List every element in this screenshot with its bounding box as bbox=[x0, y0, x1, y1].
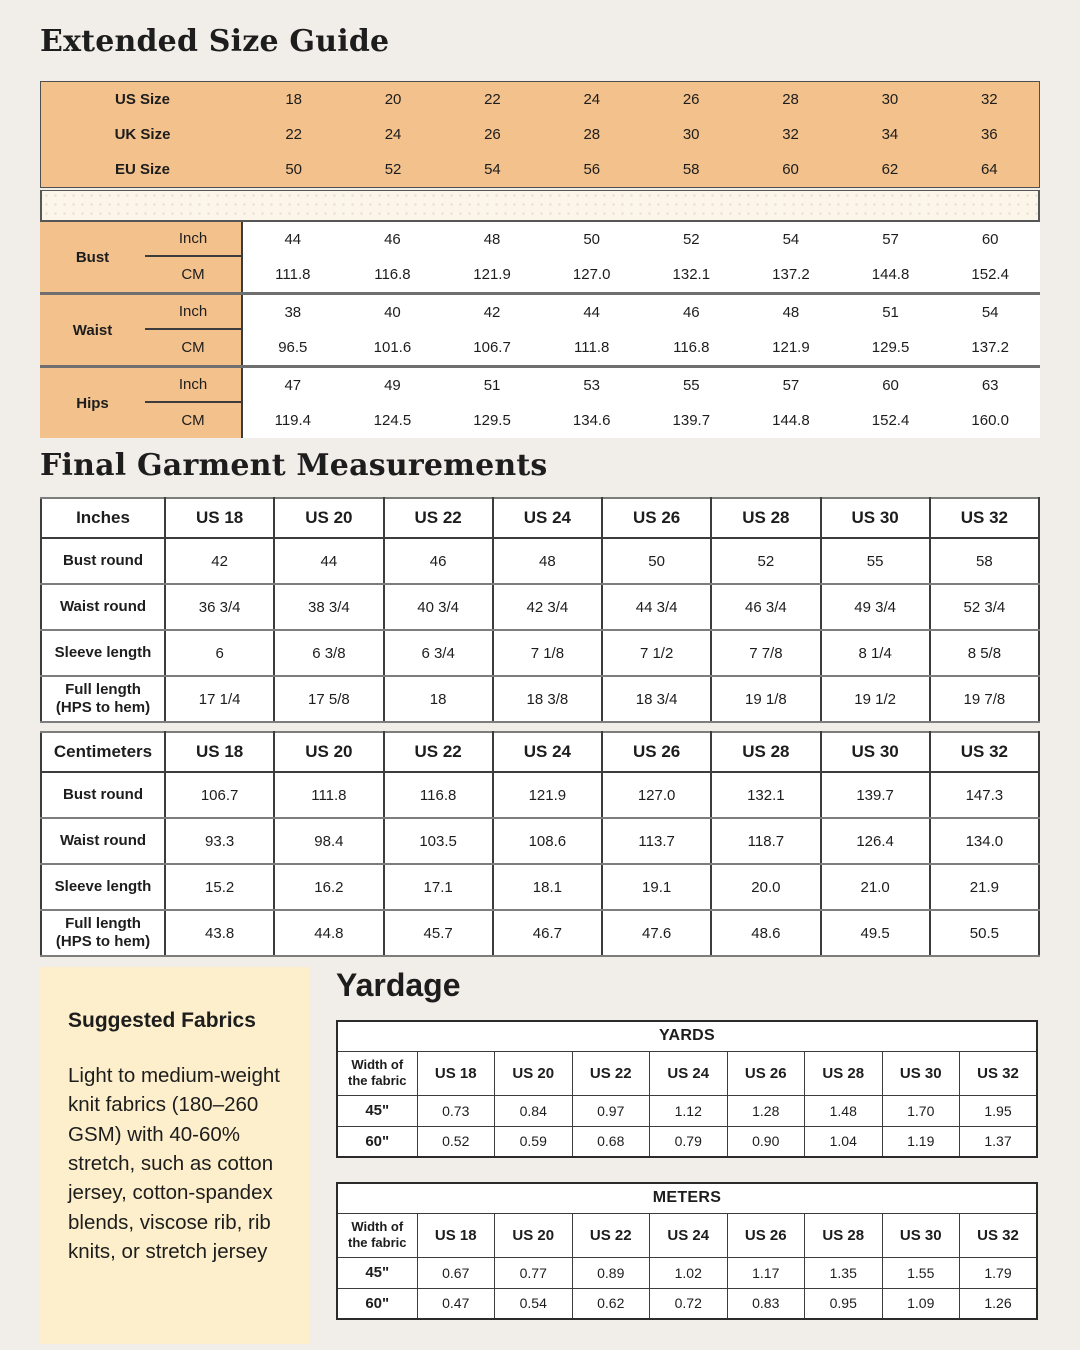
fabric-width-header: Width of the fabric bbox=[337, 1051, 417, 1095]
measurement-cell: 113.7 bbox=[602, 818, 711, 864]
measurement-value: 51 bbox=[841, 295, 941, 330]
yardage-value: 1.55 bbox=[882, 1257, 960, 1288]
measurement-cell: 17 5/8 bbox=[274, 676, 383, 722]
yardage-value: 1.02 bbox=[650, 1257, 728, 1288]
measurement-cell: 18 bbox=[384, 676, 493, 722]
unit-header: Inches bbox=[41, 498, 165, 538]
table-title: YARDS bbox=[337, 1021, 1037, 1051]
measurement-cell: 118.7 bbox=[711, 818, 820, 864]
size-value: 22 bbox=[484, 91, 501, 108]
garment-row bbox=[41, 676, 1039, 722]
measurement-cell: 50 bbox=[602, 538, 711, 584]
measurement-group-label: Hips bbox=[40, 368, 145, 438]
yardage-title-row bbox=[337, 1183, 1037, 1213]
measurement-value: 57 bbox=[741, 368, 841, 403]
measurement-cell: 121.9 bbox=[493, 772, 602, 818]
measurement-cell: 52 3/4 bbox=[930, 584, 1039, 630]
garment-row bbox=[41, 584, 1039, 630]
yardage-row bbox=[337, 1288, 1037, 1319]
measurement-value: 134.6 bbox=[542, 403, 642, 438]
measurement-value: 48 bbox=[442, 222, 542, 257]
measurement-value: 160.0 bbox=[940, 403, 1040, 438]
fabrics-heading: Suggested Fabrics bbox=[68, 1009, 256, 1032]
size-value: 22 bbox=[285, 126, 303, 143]
measurement-cell: 47.6 bbox=[602, 910, 711, 956]
yardage-row bbox=[337, 1126, 1037, 1157]
measurement-value: 49 bbox=[343, 368, 443, 403]
unit-label-inch: Inch bbox=[145, 222, 243, 257]
measurement-value: 57 bbox=[841, 222, 941, 257]
page-title-garment: Final Garment Measurements bbox=[40, 448, 548, 483]
measurement-value: 52 bbox=[642, 222, 742, 257]
row-label: Full length (HPS to hem) bbox=[41, 676, 165, 722]
row-label: Bust round bbox=[41, 538, 165, 584]
size-value: 52 bbox=[384, 161, 402, 178]
measurement-cell: 18 3/8 bbox=[493, 676, 602, 722]
yardage-value: 1.79 bbox=[960, 1257, 1038, 1288]
measurement-cell: 132.1 bbox=[711, 772, 820, 818]
size-column-header: US 24 bbox=[493, 732, 602, 772]
row-label: Waist round bbox=[41, 584, 165, 630]
size-value: 54 bbox=[484, 161, 501, 178]
measurement-value: 129.5 bbox=[442, 403, 542, 438]
size-value: 28 bbox=[583, 126, 601, 143]
yardage-value: 1.19 bbox=[882, 1126, 960, 1157]
measurement-cell: 126.4 bbox=[821, 818, 930, 864]
size-value: 50 bbox=[285, 161, 303, 178]
measurement-cell: 49.5 bbox=[821, 910, 930, 956]
measurement-cell: 19 1/8 bbox=[711, 676, 820, 722]
measurement-cell: 18.1 bbox=[493, 864, 602, 910]
row-label: Waist round bbox=[41, 818, 165, 864]
size-column-header: US 28 bbox=[711, 498, 820, 538]
garment-row bbox=[41, 630, 1039, 676]
size-value: 32 bbox=[782, 126, 799, 143]
garment-row bbox=[41, 538, 1039, 584]
size-column-header: US 22 bbox=[384, 498, 493, 538]
yardage-header-row bbox=[337, 1051, 1037, 1095]
yardage-value: 0.68 bbox=[572, 1126, 650, 1157]
size-column-header: US 22 bbox=[572, 1051, 650, 1095]
yardage-value: 0.83 bbox=[727, 1288, 805, 1319]
measurement-cell: 6 3/8 bbox=[274, 630, 383, 676]
size-conversion-table bbox=[40, 81, 1040, 188]
size-value: 26 bbox=[682, 91, 700, 108]
measurement-value: 137.2 bbox=[940, 330, 1040, 365]
measurement-cell: 43.8 bbox=[165, 910, 274, 956]
measurement-value: 46 bbox=[642, 295, 742, 330]
yardage-row bbox=[337, 1095, 1037, 1126]
measurement-cell: 46 3/4 bbox=[711, 584, 820, 630]
unit-label-inch: Inch bbox=[145, 295, 243, 330]
yardage-value: 1.26 bbox=[960, 1288, 1038, 1319]
yardage-value: 0.77 bbox=[495, 1257, 573, 1288]
yardage-value: 1.12 bbox=[650, 1095, 728, 1126]
meters-table bbox=[336, 1182, 1038, 1320]
yardage-value: 1.70 bbox=[882, 1095, 960, 1126]
measurement-cell: 18 3/4 bbox=[602, 676, 711, 722]
row-label: Sleeve length bbox=[41, 864, 165, 910]
size-column-header: US 32 bbox=[960, 1213, 1038, 1257]
size-column-header: US 32 bbox=[930, 498, 1039, 538]
yardage-value: 1.35 bbox=[805, 1257, 883, 1288]
size-column-header: US 32 bbox=[930, 732, 1039, 772]
size-column-header: US 30 bbox=[821, 498, 930, 538]
yardage-title-row bbox=[337, 1021, 1037, 1051]
measurement-cell: 15.2 bbox=[165, 864, 274, 910]
size-column-header: US 28 bbox=[805, 1213, 883, 1257]
measurement-cell: 7 1/8 bbox=[493, 630, 602, 676]
measurement-cell: 38 3/4 bbox=[274, 584, 383, 630]
yardage-value: 0.52 bbox=[417, 1126, 495, 1157]
size-value: 30 bbox=[682, 126, 700, 143]
measurement-value: 152.4 bbox=[940, 257, 1040, 292]
measurement-value: 44 bbox=[542, 295, 642, 330]
measurement-cell: 48.6 bbox=[711, 910, 820, 956]
size-column-header: US 24 bbox=[650, 1051, 728, 1095]
measurement-cell: 98.4 bbox=[274, 818, 383, 864]
fabrics-text: Light to medium-weight knit fabrics (180–260 GSM) with 40-60% stretch, such as cotton jersey, cotton-spandex blends, viscose rib, rib knits, or stretch jersey bbox=[68, 1064, 280, 1263]
fabric-width-header: Width of the fabric bbox=[337, 1213, 417, 1257]
measurement-cell: 127.0 bbox=[602, 772, 711, 818]
size-column-header: US 30 bbox=[821, 732, 930, 772]
size-column-header: US 20 bbox=[274, 732, 383, 772]
measurement-cell: 7 1/2 bbox=[602, 630, 711, 676]
measurement-value: 40 bbox=[343, 295, 443, 330]
yardage-value: 1.17 bbox=[727, 1257, 805, 1288]
measurement-cell: 21.0 bbox=[821, 864, 930, 910]
measurement-value: 63 bbox=[940, 368, 1040, 403]
measurement-cell: 106.7 bbox=[165, 772, 274, 818]
yardage-value: 0.47 bbox=[417, 1288, 495, 1319]
unit-label-cm: CM bbox=[145, 257, 243, 292]
measurement-value: 124.5 bbox=[343, 403, 443, 438]
measurement-cell: 16.2 bbox=[274, 864, 383, 910]
measurement-cell: 111.8 bbox=[274, 772, 383, 818]
page-title-yardage: Yardage bbox=[336, 967, 461, 1003]
measurement-value: 42 bbox=[442, 295, 542, 330]
yardage-value: 0.97 bbox=[572, 1095, 650, 1126]
size-value: 64 bbox=[980, 161, 998, 178]
fabric-width-label: 45" bbox=[337, 1095, 417, 1126]
size-value: 28 bbox=[782, 91, 799, 108]
measurement-group-label: Bust bbox=[40, 222, 145, 292]
size-column-header: US 18 bbox=[417, 1051, 495, 1095]
garment-table-centimeters bbox=[40, 731, 1040, 957]
garment-row bbox=[41, 818, 1039, 864]
measurement-value: 139.7 bbox=[642, 403, 742, 438]
suggested-fabrics-panel bbox=[40, 967, 310, 1344]
size-column-header: US 30 bbox=[882, 1213, 960, 1257]
yardage-value: 0.84 bbox=[495, 1095, 573, 1126]
size-column-header: US 18 bbox=[165, 732, 274, 772]
yardage-value: 1.37 bbox=[960, 1126, 1038, 1157]
yardage-value: 0.59 bbox=[495, 1126, 573, 1157]
size-value: 24 bbox=[583, 91, 601, 108]
yardage-row bbox=[337, 1257, 1037, 1288]
measurement-cell: 8 5/8 bbox=[930, 630, 1039, 676]
table-title: METERS bbox=[337, 1183, 1037, 1213]
size-column-header: US 18 bbox=[165, 498, 274, 538]
measurement-group-label: Waist bbox=[40, 295, 145, 365]
size-column-header: US 22 bbox=[384, 732, 493, 772]
size-column-header: US 30 bbox=[882, 1051, 960, 1095]
size-value: 18 bbox=[285, 91, 303, 108]
garment-row bbox=[41, 910, 1039, 956]
size-column-header: US 20 bbox=[274, 498, 383, 538]
measurement-value: 48 bbox=[741, 295, 841, 330]
size-column-header: US 22 bbox=[572, 1213, 650, 1257]
measurement-cell: 134.0 bbox=[930, 818, 1039, 864]
measurement-cell: 7 7/8 bbox=[711, 630, 820, 676]
measurement-value: 111.8 bbox=[243, 257, 343, 292]
measurement-value: 119.4 bbox=[243, 403, 343, 438]
measurement-cell: 6 bbox=[165, 630, 274, 676]
yardage-value: 1.48 bbox=[805, 1095, 883, 1126]
measurement-value: 96.5 bbox=[243, 330, 343, 365]
measurement-cell: 6 3/4 bbox=[384, 630, 493, 676]
garment-header-row bbox=[41, 498, 1039, 538]
measurement-value: 54 bbox=[940, 295, 1040, 330]
measurement-cell: 44 bbox=[274, 538, 383, 584]
measurement-value: 129.5 bbox=[841, 330, 941, 365]
size-column-header: US 20 bbox=[495, 1213, 573, 1257]
measurement-cell: 21.9 bbox=[930, 864, 1039, 910]
measurement-cell: 17.1 bbox=[384, 864, 493, 910]
size-row-label: EU Size bbox=[114, 161, 171, 178]
yardage-value: 1.09 bbox=[882, 1288, 960, 1319]
size-column-header: US 26 bbox=[602, 498, 711, 538]
bottom-section bbox=[40, 967, 1040, 1344]
measurement-value: 54 bbox=[741, 222, 841, 257]
measurement-cell: 103.5 bbox=[384, 818, 493, 864]
measurement-value: 44 bbox=[243, 222, 343, 257]
size-column-header: US 28 bbox=[711, 732, 820, 772]
measurement-value: 51 bbox=[442, 368, 542, 403]
measurement-cell: 49 3/4 bbox=[821, 584, 930, 630]
yardage-value: 0.95 bbox=[805, 1288, 883, 1319]
measurement-value: 50 bbox=[542, 222, 642, 257]
measurement-value: 127.0 bbox=[542, 257, 642, 292]
measurement-group-hips bbox=[40, 368, 1040, 438]
size-column-header: US 32 bbox=[960, 1051, 1038, 1095]
measurement-cell: 46.7 bbox=[493, 910, 602, 956]
measurement-cell: 40 3/4 bbox=[384, 584, 493, 630]
size-value: 34 bbox=[881, 126, 899, 143]
measurement-cell: 108.6 bbox=[493, 818, 602, 864]
size-row-label: US Size bbox=[114, 91, 171, 108]
size-column-header: US 24 bbox=[493, 498, 602, 538]
measurement-cell: 20.0 bbox=[711, 864, 820, 910]
size-value: 60 bbox=[782, 161, 799, 178]
yardage-value: 1.04 bbox=[805, 1126, 883, 1157]
measurement-value: 121.9 bbox=[442, 257, 542, 292]
yardage-value: 0.72 bbox=[650, 1288, 728, 1319]
measurement-group-bust bbox=[40, 222, 1040, 295]
yards-table bbox=[336, 1020, 1038, 1158]
yardage-section bbox=[336, 967, 1038, 1344]
yardage-value: 0.79 bbox=[650, 1126, 728, 1157]
measurement-value: 46 bbox=[343, 222, 443, 257]
size-row-label: UK Size bbox=[114, 126, 171, 143]
yardage-value: 0.89 bbox=[572, 1257, 650, 1288]
yardage-value: 0.67 bbox=[417, 1257, 495, 1288]
size-column-header: US 18 bbox=[417, 1213, 495, 1257]
measurement-value: 144.8 bbox=[841, 257, 941, 292]
measurement-value: 47 bbox=[243, 368, 343, 403]
size-value: 30 bbox=[881, 91, 899, 108]
size-column-header: US 28 bbox=[805, 1051, 883, 1095]
measurement-cell: 116.8 bbox=[384, 772, 493, 818]
fabric-width-label: 60" bbox=[337, 1126, 417, 1157]
size-value: 58 bbox=[682, 161, 700, 178]
measurement-cell: 58 bbox=[930, 538, 1039, 584]
measurement-value: 53 bbox=[542, 368, 642, 403]
measurement-value: 116.8 bbox=[343, 257, 443, 292]
measurement-cell: 19 1/2 bbox=[821, 676, 930, 722]
yardage-value: 0.54 bbox=[495, 1288, 573, 1319]
row-label: Full length (HPS to hem) bbox=[41, 910, 165, 956]
size-column-header: US 26 bbox=[727, 1051, 805, 1095]
measurement-value: 60 bbox=[841, 368, 941, 403]
measurement-cell: 42 3/4 bbox=[493, 584, 602, 630]
measurement-cell: 36 3/4 bbox=[165, 584, 274, 630]
measurement-cell: 45.7 bbox=[384, 910, 493, 956]
measurement-cell: 19.1 bbox=[602, 864, 711, 910]
measurement-value: 116.8 bbox=[642, 330, 742, 365]
measurement-cell: 44.8 bbox=[274, 910, 383, 956]
size-value: 26 bbox=[484, 126, 501, 143]
measurement-cell: 46 bbox=[384, 538, 493, 584]
measurement-cell: 55 bbox=[821, 538, 930, 584]
measurement-cell: 52 bbox=[711, 538, 820, 584]
measurement-cell: 17 1/4 bbox=[165, 676, 274, 722]
yardage-value: 0.90 bbox=[727, 1126, 805, 1157]
unit-header: Centimeters bbox=[41, 732, 165, 772]
size-value: 20 bbox=[384, 91, 402, 108]
size-column-header: US 26 bbox=[727, 1213, 805, 1257]
garment-row bbox=[41, 772, 1039, 818]
size-column-header: US 26 bbox=[602, 732, 711, 772]
yardage-value: 0.73 bbox=[417, 1095, 495, 1126]
fabric-width-label: 45" bbox=[337, 1257, 417, 1288]
yardage-value: 1.28 bbox=[727, 1095, 805, 1126]
size-column-header: US 20 bbox=[495, 1051, 573, 1095]
garment-header-row bbox=[41, 732, 1039, 772]
texture-divider-band bbox=[40, 190, 1040, 222]
size-value: 56 bbox=[583, 161, 601, 178]
size-value: 36 bbox=[980, 126, 998, 143]
measurement-value: 60 bbox=[940, 222, 1040, 257]
yardage-header-row bbox=[337, 1213, 1037, 1257]
measurement-value: 152.4 bbox=[841, 403, 941, 438]
measurement-value: 101.6 bbox=[343, 330, 443, 365]
row-label: Sleeve length bbox=[41, 630, 165, 676]
measurement-cell: 93.3 bbox=[165, 818, 274, 864]
measurement-value: 111.8 bbox=[542, 330, 642, 365]
measurement-value: 106.7 bbox=[442, 330, 542, 365]
measurement-cell: 147.3 bbox=[930, 772, 1039, 818]
yardage-value: 0.62 bbox=[572, 1288, 650, 1319]
measurement-value: 55 bbox=[642, 368, 742, 403]
unit-label-cm: CM bbox=[145, 403, 243, 438]
size-value: 62 bbox=[881, 161, 899, 178]
size-value: 24 bbox=[384, 126, 402, 143]
garment-row bbox=[41, 864, 1039, 910]
measurement-cell: 42 bbox=[165, 538, 274, 584]
measurement-group-waist bbox=[40, 295, 1040, 368]
measurement-cell: 44 3/4 bbox=[602, 584, 711, 630]
unit-label-inch: Inch bbox=[145, 368, 243, 403]
measurement-cell: 50.5 bbox=[930, 910, 1039, 956]
measurement-cell: 19 7/8 bbox=[930, 676, 1039, 722]
garment-table-inches bbox=[40, 497, 1040, 723]
measurement-value: 38 bbox=[243, 295, 343, 330]
size-column-header: US 24 bbox=[650, 1213, 728, 1257]
measurement-cell: 139.7 bbox=[821, 772, 930, 818]
yardage-value: 1.95 bbox=[960, 1095, 1038, 1126]
fabric-width-label: 60" bbox=[337, 1288, 417, 1319]
measurement-value: 137.2 bbox=[741, 257, 841, 292]
size-value: 32 bbox=[980, 91, 998, 108]
page-title-size-guide: Extended Size Guide bbox=[40, 24, 390, 59]
unit-label-cm: CM bbox=[145, 330, 243, 365]
measurement-value: 144.8 bbox=[741, 403, 841, 438]
body-measurement-table bbox=[40, 222, 1040, 438]
row-label: Bust round bbox=[41, 772, 165, 818]
measurement-cell: 48 bbox=[493, 538, 602, 584]
measurement-value: 132.1 bbox=[642, 257, 742, 292]
measurement-value: 121.9 bbox=[741, 330, 841, 365]
measurement-cell: 8 1/4 bbox=[821, 630, 930, 676]
